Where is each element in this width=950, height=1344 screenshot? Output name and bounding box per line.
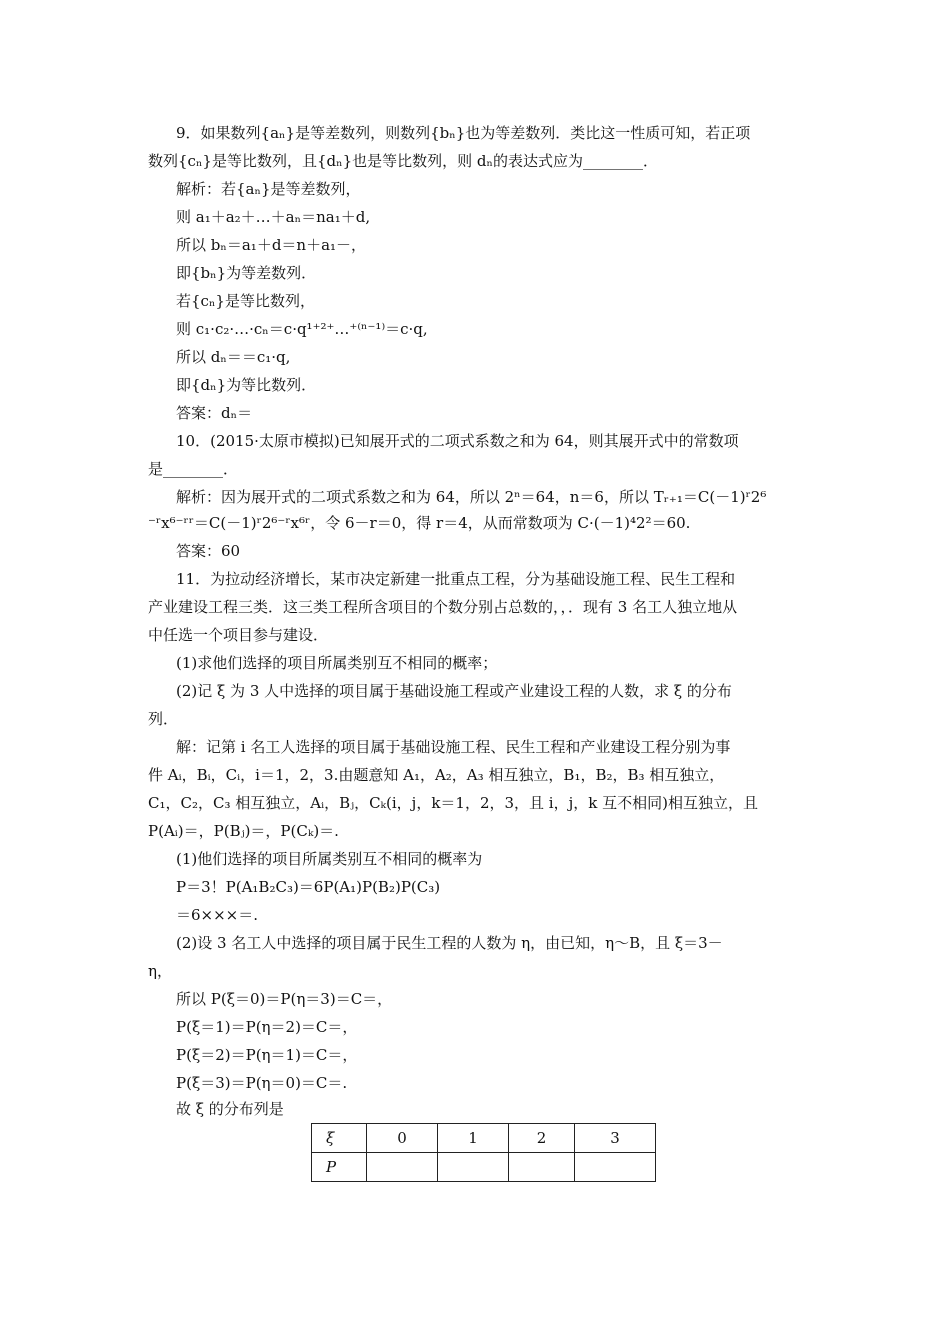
text-line: 11．为拉动经济增长，某市决定新建一批重点工程，分为基础设施工程、民生工程和 xyxy=(176,570,736,588)
text-line: 所以 dₙ＝＝c₁·q, xyxy=(176,348,291,366)
text-line: 答案：dₙ＝ xyxy=(176,404,253,422)
table-cell: ξ xyxy=(312,1124,367,1153)
text-line: 10．(2015·太原市模拟)已知展开式的二项式系数之和为 64，则其展开式中的常数项 xyxy=(176,432,739,450)
table-cell: 3 xyxy=(575,1124,656,1153)
text-line: ⁻ʳx⁶⁻ʳʳ＝C(－1)ʳ2⁶⁻ʳx⁶ʳ，令 6－r＝0，得 r＝4，从而常数项为 C·(－1)⁴2²＝60. xyxy=(148,514,691,532)
table-cell xyxy=(438,1153,509,1182)
text-line: 解析：因为展开式的二项式系数之和为 64，所以 2ⁿ＝64，n＝6，所以 Tᵣ₊₁＝C(－1)ʳ2⁶ xyxy=(176,488,767,506)
text-line: 解：记第 i 名工人选择的项目属于基础设施工程、民生工程和产业建设工程分别为事 xyxy=(176,738,731,756)
table-row xyxy=(312,1124,656,1153)
text-line: η， xyxy=(148,962,172,980)
table-cell: 2 xyxy=(509,1124,575,1153)
text-line: 即{dₙ}为等比数列． xyxy=(176,376,317,394)
text-line: 数列{cₙ}是等比数列，且{dₙ}也是等比数列，则 dₙ的表达式应为________． xyxy=(148,152,659,170)
text-line: 则 a₁＋a₂＋…＋aₙ＝na₁＋d, xyxy=(176,208,371,226)
text-line: 产业建设工程三类．这三类工程所含项目的个数分别占总数的，，．现有 3 名工人独立地从 xyxy=(148,598,738,616)
text-line: P(ξ＝1)＝P(η＝2)＝C＝， xyxy=(176,1018,358,1036)
text-line: (1)他们选择的项目所属类别互不相同的概率为 xyxy=(176,850,483,868)
text-line: 若{cₙ}是等比数列， xyxy=(176,292,315,310)
text-line: 件 Aᵢ，Bᵢ，Cᵢ，i＝1，2，3.由题意知 A₁，A₂，A₃ 相互独立，B₁，B₂，B₃ 相互独立， xyxy=(148,766,725,784)
text-line: P(ξ＝3)＝P(η＝0)＝C＝. xyxy=(176,1074,348,1092)
text-line: C₁，C₂，C₃ 相互独立，Aᵢ，Bⱼ，Cₖ(i，j，k＝1，2，3，且 i，j，k 互不相同)相互独立，且 xyxy=(148,794,758,812)
text-line: (2)设 3 名工人中选择的项目属于民生工程的人数为 η，由已知，η～B，且 ξ＝3－ xyxy=(176,934,723,952)
distribution-table xyxy=(311,1123,656,1182)
text-line: 解析：若{aₙ}是等差数列， xyxy=(176,180,361,198)
text-line: 是________． xyxy=(148,460,239,478)
text-line: 故 ξ 的分布列是 xyxy=(176,1100,284,1118)
table-cell xyxy=(509,1153,575,1182)
text-line: 答案：60 xyxy=(176,542,241,560)
table-cell: 0 xyxy=(367,1124,438,1153)
table-row xyxy=(312,1153,656,1182)
text-line: 9．如果数列{aₙ}是等差数列，则数列{bₙ}也为等差数列．类比这一性质可知，若正项 xyxy=(176,124,751,142)
text-line: 列． xyxy=(148,710,179,728)
text-line: (2)记 ξ 为 3 人中选择的项目属于基础设施工程或产业建设工程的人数，求 ξ 的分布 xyxy=(176,682,732,700)
table-cell xyxy=(367,1153,438,1182)
text-line: P(Aᵢ)＝，P(Bⱼ)＝，P(Cₖ)＝. xyxy=(148,822,339,840)
text-line: (1)求他们选择的项目所属类别互不相同的概率； xyxy=(176,654,498,672)
text-line: ＝6×××＝. xyxy=(176,906,259,924)
text-line: P(ξ＝2)＝P(η＝1)＝C＝， xyxy=(176,1046,358,1064)
text-line: 所以 bₙ＝a₁＋d＝n＋a₁－， xyxy=(176,236,367,254)
text-line: P＝3！P(A₁B₂C₃)＝6P(A₁)P(B₂)P(C₃) xyxy=(176,878,441,896)
table-cell xyxy=(575,1153,656,1182)
text-line: 所以 P(ξ＝0)＝P(η＝3)＝C＝， xyxy=(176,990,393,1008)
text-line: 中任选一个项目参与建设． xyxy=(148,626,329,644)
text-line: 则 c₁·c₂·…·cₙ＝c·q¹⁺²⁺…⁺⁽ⁿ⁻¹⁾＝c·q, xyxy=(176,320,428,338)
table-cell: P xyxy=(312,1153,367,1182)
text-line: 即{bₙ}为等差数列． xyxy=(176,264,317,282)
table-cell: 1 xyxy=(438,1124,509,1153)
